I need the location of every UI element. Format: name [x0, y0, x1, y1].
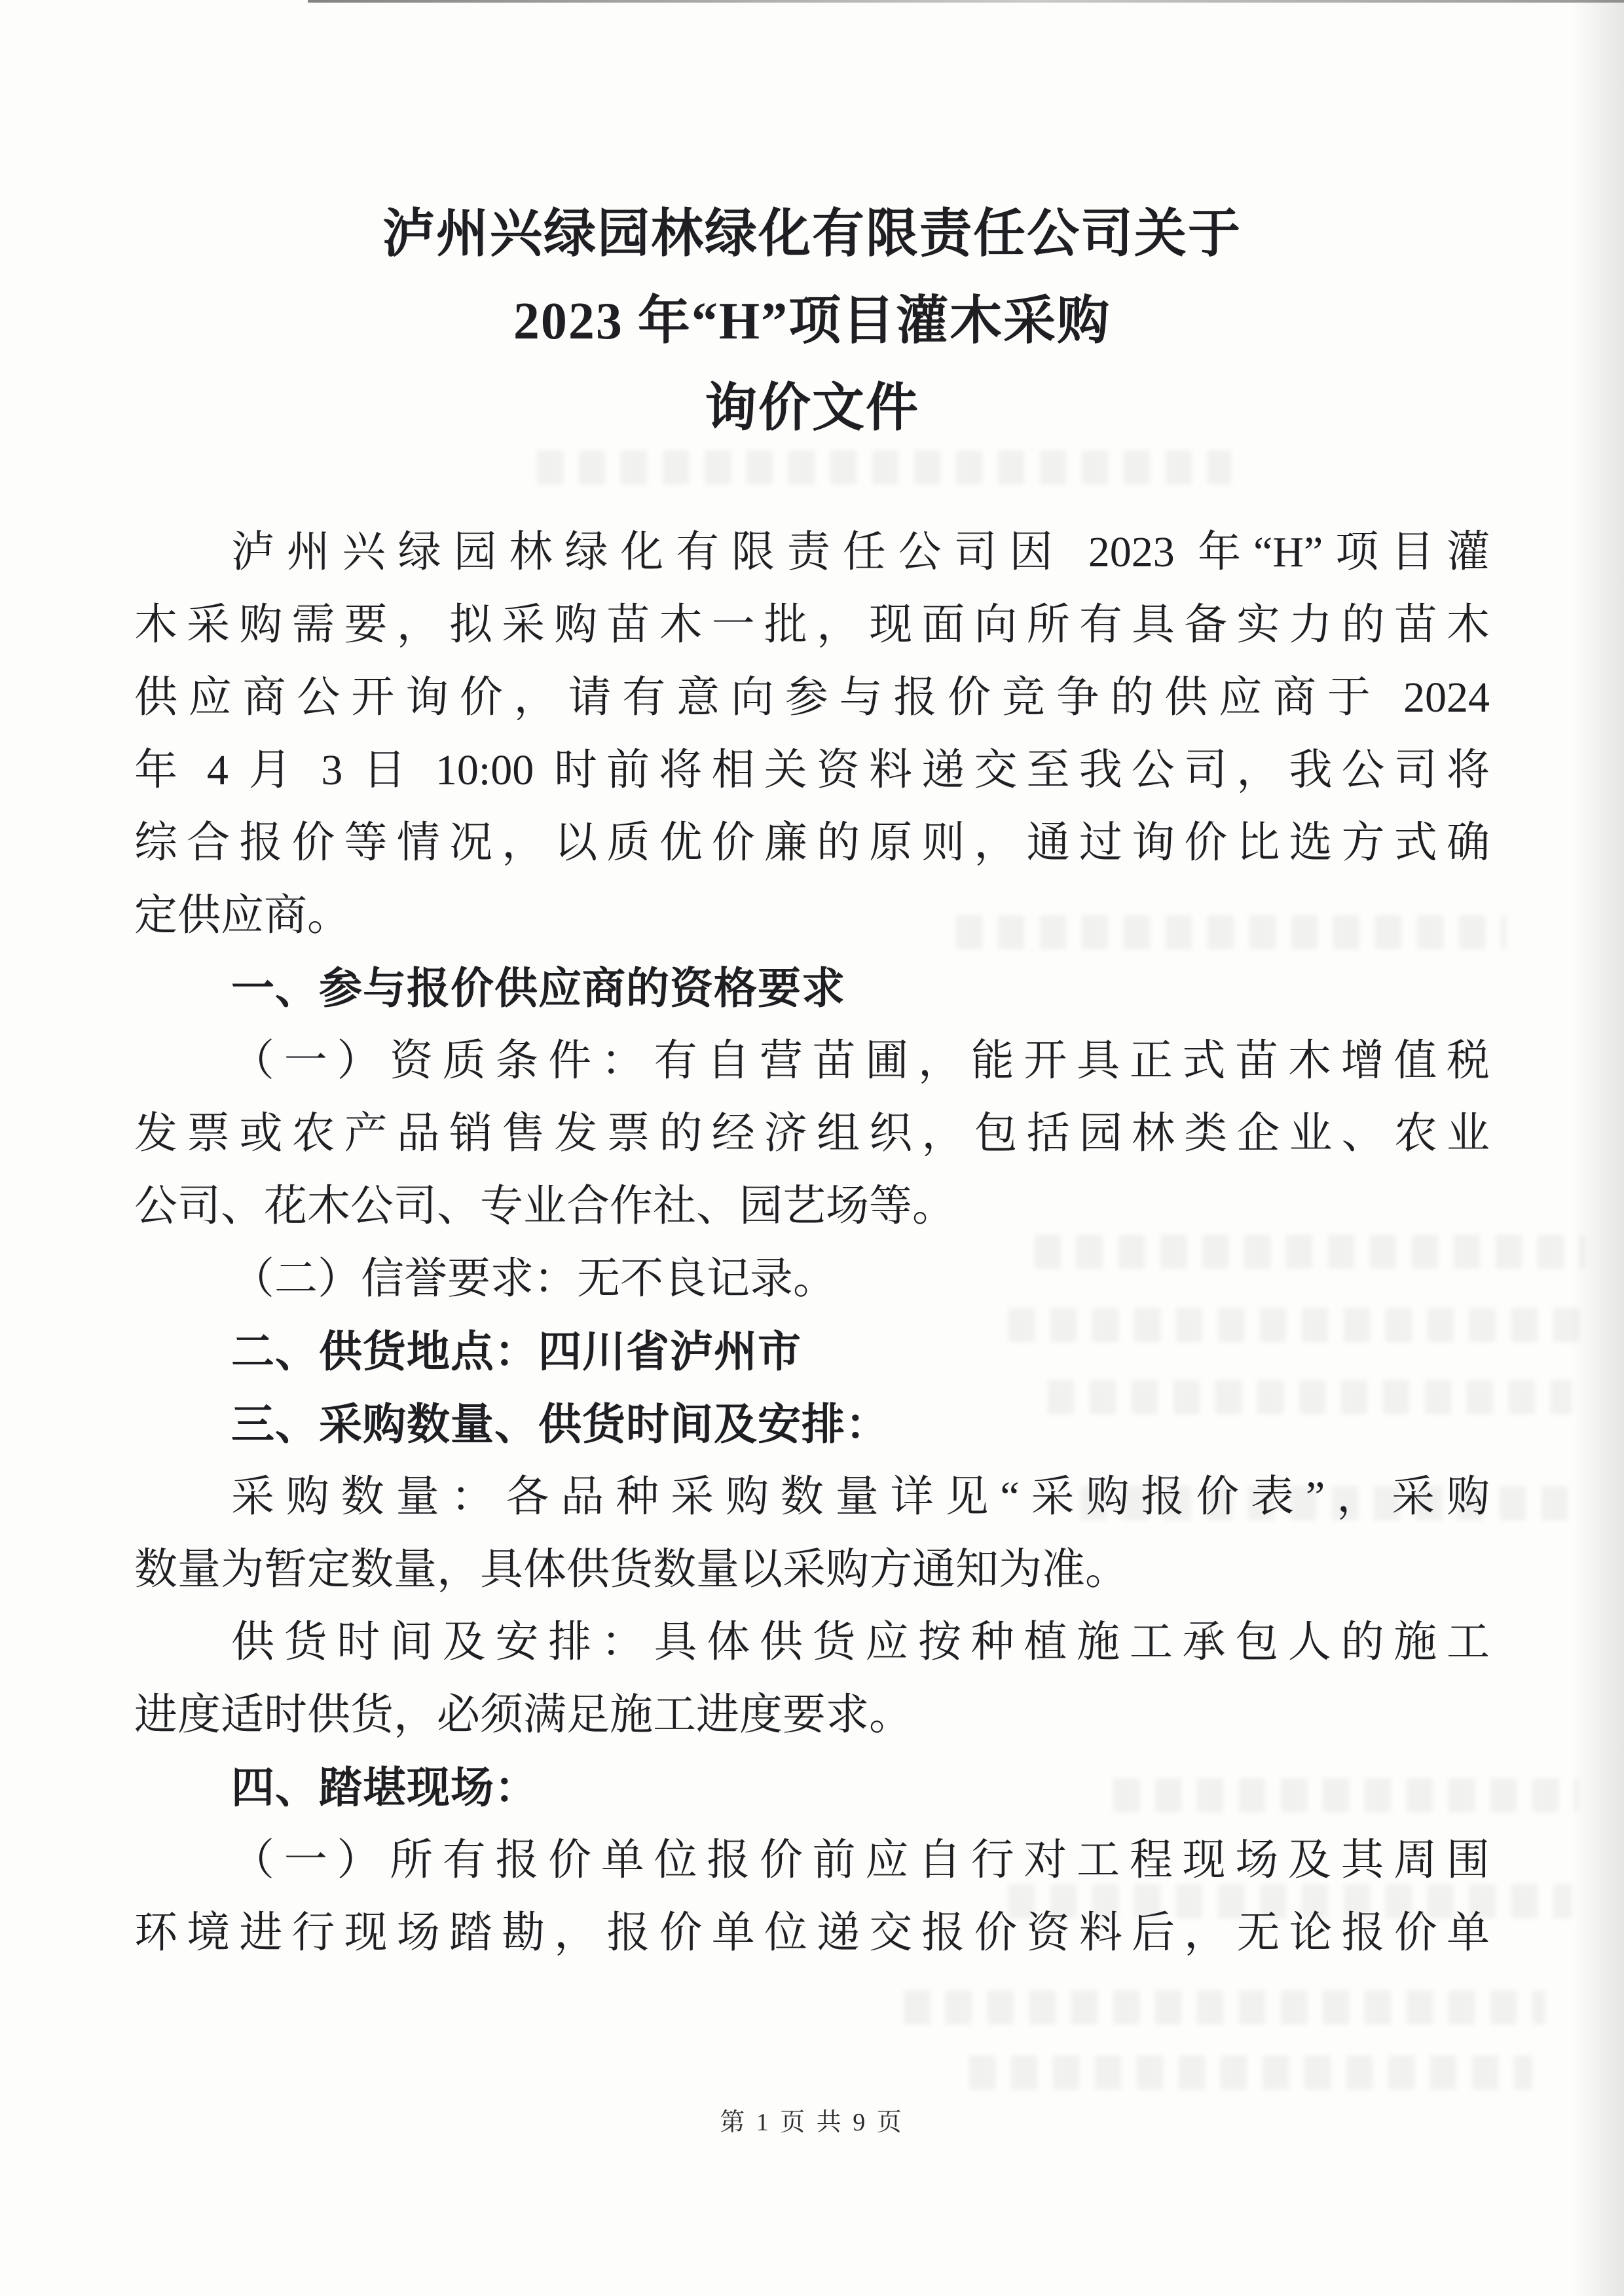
- document-body: [134, 516, 1490, 1969]
- text-line: 进度适时供货，必须满足施工进度要求。: [134, 1691, 912, 1739]
- text-line: （二）信誉要求：无不良记录。: [231, 1255, 836, 1303]
- document-title: [134, 191, 1490, 452]
- section-heading: 二、供货地点：四川省泸州市: [231, 1327, 802, 1376]
- scan-edge-right-artifact: [1572, 0, 1624, 2296]
- text-line: 供应商公开询价，请有意向参与报价竞争的供应商于 2024: [134, 674, 1490, 721]
- section-heading: 四、踏堪现场：: [231, 1763, 538, 1812]
- text-line: 定供应商。: [134, 892, 350, 939]
- text-line: （一）所有报价单位报价前应自行对工程现场及其周围: [231, 1836, 1490, 1884]
- text-line: 木采购需要，拟采购苗木一批，现面向所有具备实力的苗木: [134, 601, 1490, 649]
- bleed-through-artifact: [537, 450, 1231, 484]
- text-line: 供货时间及安排：具体供货应按种植施工承包人的施工: [231, 1618, 1490, 1666]
- title-line: 2023 年“H”项目灌木采购: [513, 293, 1111, 350]
- text-line: 泸州兴绿园林绿化有限责任公司因 2023 年“H”项目灌: [231, 528, 1490, 576]
- section-heading: 一、参与报价供应商的资格要求: [231, 964, 845, 1012]
- text-line: 年 4 月 3 日 10:00 时前将相关资料递交至我公司，我公司将: [134, 746, 1490, 794]
- section-heading: 三、采购数量、供货时间及安排：: [231, 1400, 889, 1448]
- text-line: 数量为暂定数量，具体供货数量以采购方通知为准。: [134, 1546, 1128, 1594]
- scan-edge-top-artifact: [308, 0, 1624, 3]
- text-line: 公司、花木公司、专业合作社、园艺场等。: [134, 1182, 955, 1230]
- text-line: 综合报价等情况，以质优价廉的原则，通过询价比选方式确: [134, 819, 1490, 867]
- text-line: 发票或农产品销售发票的经济组织，包括园林类企业、农业: [134, 1110, 1490, 1157]
- text-line: 采购数量：各品种采购数量详见“采购报价表”，采购: [231, 1473, 1490, 1521]
- page-footer: [0, 2103, 1624, 2142]
- text-line: （一）资质条件：有自营苗圃，能开具正式苗木增值税: [231, 1037, 1490, 1085]
- title-line: 询价文件: [705, 380, 919, 437]
- page-number: 第 1 页 共 9 页: [720, 2109, 904, 2136]
- title-line: 泸州兴绿园林绿化有限责任公司关于: [382, 206, 1242, 263]
- text-line: 环境进行现场踏勘，报价单位递交报价资料后，无论报价单: [134, 1909, 1490, 1957]
- bleed-through-artifact: [969, 2056, 1532, 2090]
- bleed-through-artifact: [904, 1990, 1545, 2024]
